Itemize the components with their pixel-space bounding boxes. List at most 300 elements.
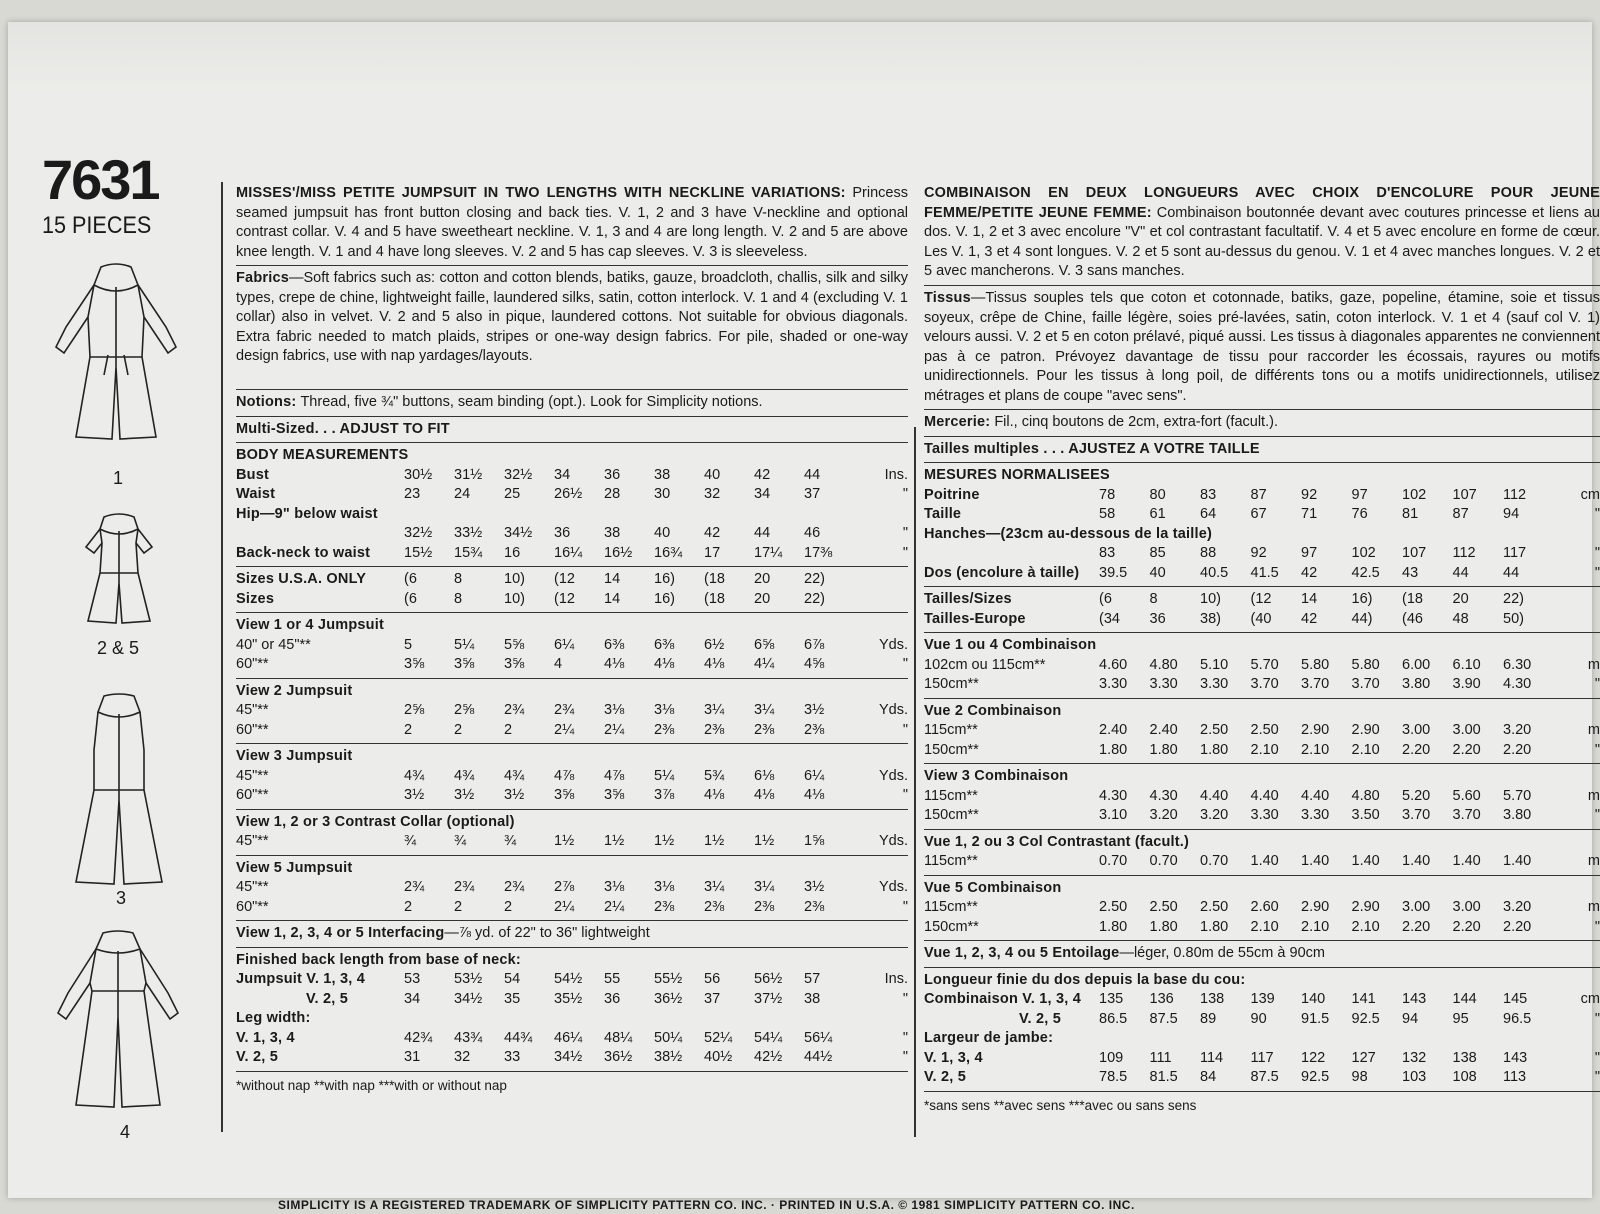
table-cell: 20 [1452, 591, 1469, 607]
table-cell: 6.30 [1503, 656, 1532, 673]
table-cell: 117 [1503, 545, 1527, 561]
table-cell: (12 [1250, 591, 1272, 607]
table-cell: 30½ [404, 466, 433, 483]
sizes-row-en: Sizes (6 8 10) (12 14 16) (18 20 22) [236, 590, 908, 610]
jumpsuit-short-icon [74, 509, 164, 629]
table-cell: 50) [1503, 610, 1524, 627]
table-cell: 88 [1200, 545, 1217, 561]
hip-row-en: 32½ 33½ 34½ 36 38 40 42 44 46 " [236, 524, 908, 544]
table-cell: 46¼ [554, 1029, 583, 1046]
table-cell: 3⅝ [504, 656, 525, 672]
table-cell: 6⅜ [604, 636, 625, 653]
table-cell: 4.40 [1250, 787, 1279, 804]
table-cell: (40 [1250, 610, 1272, 627]
table-cell: 3½ [804, 702, 825, 718]
table-cell: 2 [404, 721, 413, 738]
table-cell: 2⅜ [754, 721, 775, 738]
table-cell: 35½ [554, 990, 583, 1007]
description-fr [924, 184, 1600, 282]
table-cell: 5.80 [1351, 656, 1380, 673]
table-cell: 92.5 [1301, 1069, 1330, 1085]
table-cell: 17⅜ [804, 544, 833, 561]
table-cell: 20 [754, 571, 771, 587]
view-label-3: 3 [115, 888, 126, 908]
table-cell: 103 [1402, 1069, 1427, 1085]
table-cell: 1½ [604, 833, 625, 849]
table-cell: 107 [1402, 545, 1427, 561]
table-cell: 61 [1149, 506, 1166, 522]
table-cell: 2.20 [1452, 741, 1481, 758]
table-cell: 3½ [804, 879, 825, 895]
table-cell: 3¼ [754, 879, 775, 895]
table-cell: 112 [1503, 486, 1527, 503]
table-cell: 2.20 [1402, 741, 1431, 758]
table-cell: 8 [454, 571, 463, 587]
table-cell: 92 [1301, 486, 1318, 503]
table-cell: 8 [454, 590, 463, 607]
table-cell: 42½ [754, 1049, 783, 1065]
table-cell: 4⅛ [704, 656, 725, 672]
table-cell: 117 [1250, 1049, 1274, 1066]
title-fr: COMBINAISON EN DEUX LONGUEURS AVEC CHOIX D'ENCOLURE POUR JEUNE FEMME/PETITE JEUNE FEMME: [924, 185, 1600, 221]
table-cell: 64 [1200, 506, 1217, 522]
table-cell: 56¼ [804, 1029, 833, 1046]
table-cell: 80 [1149, 486, 1166, 503]
interfacing-fr: Vue 1, 2, 3, 4 ou 5 Entoilage —léger, 0.80m de 55cm à 90cm [924, 945, 1325, 961]
table-cell: 2¼ [604, 721, 625, 738]
table-cell: 1.40 [1301, 853, 1330, 869]
table-cell: 1½ [554, 833, 575, 849]
table-cell: 42 [1301, 610, 1318, 627]
table-cell: 3.80 [1503, 807, 1532, 823]
table-cell: 102 [1402, 486, 1427, 503]
table-cell: 87.5 [1149, 1010, 1178, 1027]
table-cell: 97 [1351, 486, 1368, 503]
table-cell: (12 [554, 571, 575, 587]
table-cell: 31½ [454, 466, 483, 483]
table-cell: 112 [1452, 545, 1476, 561]
table-cell: 36 [604, 990, 621, 1007]
table-cell: 2.90 [1301, 899, 1330, 915]
table-cell: 2⅜ [654, 721, 675, 738]
table-cell: 44 [754, 525, 771, 541]
table-cell: 53 [404, 971, 421, 987]
table-cell: 114 [1200, 1049, 1224, 1066]
table-cell: 10) [504, 571, 525, 587]
table-cell: 2.90 [1351, 722, 1380, 738]
table-cell: 44 [1452, 564, 1469, 581]
table-cell: 3¼ [704, 879, 725, 895]
table-cell: 138 [1200, 991, 1225, 1007]
view-3-figure [64, 690, 174, 890]
table-cell: 44 [804, 466, 821, 483]
table-cell: 14 [604, 590, 621, 607]
footnote-fr: *sans sens **avec sens ***avec ou sans sens [924, 1097, 1197, 1113]
trademark-line: SIMPLICITY IS A REGISTERED TRADEMARK OF SIMPLICITY PATTERN CO. INC. · PRINTED IN U.S.A. © 1981 SIMPLICITY PATTERN CO. INC. [278, 1198, 1135, 1212]
table-cell: 48 [1452, 610, 1469, 627]
table-cell: 143 [1503, 1049, 1528, 1066]
table-cell: 40½ [704, 1049, 733, 1065]
table-cell: 40 [704, 466, 721, 483]
table-cell: 3.20 [1503, 722, 1532, 738]
table-cell: 2.50 [1250, 722, 1279, 738]
table-cell: 3⅛ [604, 879, 625, 895]
table-cell: 2¾ [554, 702, 575, 718]
table-cell: 4¾ [404, 767, 425, 784]
table-cell: 34½ [554, 1049, 583, 1065]
table-cell: 2.90 [1351, 899, 1380, 915]
table-cell: 40.5 [1200, 564, 1229, 581]
table-cell: 43 [1402, 564, 1419, 581]
table-cell: 3⅛ [604, 702, 625, 718]
table-cell: 2¾ [404, 879, 425, 895]
table-cell: 2¾ [504, 702, 525, 718]
table-cell: 52¼ [704, 1029, 733, 1046]
table-cell: 3.70 [1301, 676, 1330, 692]
footnote-en: *without nap **with nap ***with or without nap [236, 1077, 507, 1093]
table-cell: 1½ [754, 833, 775, 849]
table-cell: 98 [1351, 1069, 1368, 1085]
jumpsuit-sleeveless-icon [64, 690, 174, 890]
table-cell: 3.10 [1099, 807, 1128, 823]
table-cell: 16 [504, 544, 521, 561]
waist-row-en: Waist 23 24 25 26½ 28 30 32 34 37 " [236, 485, 908, 505]
table-cell: 3.70 [1402, 807, 1431, 823]
table-cell: 22) [1503, 591, 1524, 607]
table-cell: 36½ [654, 990, 683, 1007]
table-cell: 144 [1452, 991, 1477, 1007]
table-cell: 57 [804, 971, 821, 987]
table-cell: 102 [1351, 545, 1376, 561]
table-cell: 44 [1503, 564, 1520, 581]
table-cell: 5¼ [654, 767, 675, 784]
table-cell: 5¾ [704, 767, 725, 784]
table-cell: 42¾ [404, 1029, 433, 1046]
table-cell: 56 [704, 971, 721, 987]
table-cell: 36½ [604, 1049, 633, 1065]
table-cell: 41.5 [1250, 564, 1279, 581]
table-cell: 4⅛ [704, 787, 725, 803]
table-cell: 22) [804, 590, 825, 607]
table-cell: 3.70 [1250, 676, 1279, 692]
notions-en: Notions: Thread, five ¾" buttons, seam binding (opt.). Look for Simplicity notions. [236, 394, 763, 410]
table-cell: 6.10 [1452, 656, 1481, 673]
interfacing-en: View 1, 2, 3, 4 or 5 Interfacing —⅞ yd. of 22" to 36" lightweight [236, 925, 650, 941]
table-cell: 5.10 [1200, 656, 1229, 673]
table-cell: 3.70 [1452, 807, 1481, 823]
table-cell: 5.80 [1301, 656, 1330, 673]
table-cell: 48¼ [604, 1029, 633, 1046]
table-cell: 2 [454, 721, 463, 738]
table-cell: 36 [1149, 610, 1166, 627]
table-cell: 140 [1301, 991, 1326, 1007]
table-cell: (46 [1402, 610, 1423, 627]
table-cell: 107 [1452, 486, 1477, 503]
table-cell: 54½ [554, 971, 583, 987]
table-cell: 5.70 [1250, 656, 1279, 673]
table-cell: 81 [1402, 506, 1419, 522]
table-cell: 3.00 [1452, 722, 1481, 738]
table-cell: (6 [404, 590, 417, 607]
measurements-table-fr: MESURES NORMALISEES Poitrine 78 80 83 87 92 97 102 107 112 cm Taille 58 61 64 67 71 76 81 87 94 " Hanches—(23cm au-dessous de la taille) 83 85 88 92 97 102 107 112 117 " Dos (encolure à taille) 39.5 40 40.5 41.5 42 42.5 43 44 44 " Tailles/Sizes (6 8 10) (12 14 16) (18 20 22) Tailles-Europe (34 36 38) (40 42 44) (46 48 50) Vue 1 ou 4 Combinaison 102cm ou 115cm** 4.60 4.80 5.10 5.70 5.80 5.80 6.00 6.10 6.30 m 150cm** 3.30 3.30 3.30 3.70 3.70 3.70 3.80 3.90 4.30 " Vue 2 Combinaison 115cm** 2.40 2.40 2.50 2.50 2.90 2.90 3.00 3.00 3.20 m 150cm** 1.80 1.80 1.80 2.10 2.10 2.10 2.20 2.20 2.20 " View 3 Combinaison 115cm** 4.30 4.30 4.40 4.40 4.40 4.80 5.20 5.60 5.70 m 150cm** 3.10 3.20 3.20 3.30 3.30 3.50 3.70 3.70 3.80 " Vue 1, 2 ou 3 Col Contrastant (facult.) 115cm** 0.70 0.70 0.70 1.40 1.40 1.40 1.40 1.40 1.40 m Vue 5 Combinaison 115cm** 2.50 2.50 2.50 2.60 2.90 2.90 3.00 3.00 3.20 m 150cm** 1.80 1.80 1.80 2.10 2.10 2.10 2.20 2.20 2.20 " Vue 1, 2, 3, 4 ou 5 Entoilage —léger, 0.80m de 55cm à 90cm Longueur finie du dos depuis la base du cou: Combinaison V. 1, 3, 4 135 136 138 139 140 141 143 144 145 cm V. 2, 5 86.5 87.5 89 90 91.5 92.5 94 95 96.5 " Largeur de jambe: V. 1, 3, 4 109 111 114 117 122 127 132 138 143 " V. 2, 5 78.5 81.5 84 87.5 92.5 98 103 108 113 " *sans sens **avec sens ***avec ou sans sens [924, 466, 1600, 1115]
table-cell: 2.10 [1250, 741, 1279, 758]
table-cell: 4⅛ [604, 656, 625, 672]
table-cell: 16) [654, 590, 675, 607]
table-cell: 5.70 [1503, 787, 1532, 804]
table-cell: (12 [554, 590, 575, 607]
table-cell: 81.5 [1149, 1069, 1178, 1085]
table-cell: 42 [1301, 564, 1318, 581]
table-cell: 25 [504, 486, 521, 502]
table-cell: 2¾ [504, 879, 525, 895]
table-cell: 4¼ [754, 656, 775, 672]
table-cell: 135 [1099, 991, 1124, 1007]
table-cell: 6⅞ [804, 636, 825, 653]
table-cell: 34½ [504, 525, 533, 541]
view-label-4: 4 [119, 1122, 130, 1142]
table-cell: 4.80 [1149, 656, 1178, 673]
table-cell: 1⅝ [804, 833, 825, 849]
table-cell: 24 [454, 486, 471, 502]
table-cell: 1.40 [1503, 853, 1532, 869]
table-cell: 34 [554, 466, 571, 483]
table-cell: 44½ [804, 1049, 833, 1065]
table-cell: 6½ [704, 636, 725, 653]
table-cell: 3.90 [1452, 676, 1481, 692]
table-cell: 1.40 [1351, 853, 1380, 869]
description-en [236, 184, 908, 262]
table-cell: 38 [804, 990, 821, 1007]
table-cell: 2⅜ [804, 721, 825, 738]
table-cell: 2 [404, 898, 413, 915]
table-cell: 3½ [404, 787, 425, 803]
table-cell: 1.80 [1149, 741, 1178, 758]
table-cell: 3.20 [1149, 807, 1178, 823]
table-cell: 1.80 [1149, 918, 1178, 935]
table-cell: 2⅜ [654, 898, 675, 915]
table-cell: 14 [1301, 591, 1318, 607]
table-cell: 3⅝ [454, 656, 475, 672]
description-text-fr: Combinaison boutonnée devant avec coutures princesse et liens au dos. V. 1, 2 et 3 avec encolure "V" et col contrastant facultatif. V. 4 et 5 avec encolure en forme de cœur. Les V. 1, 3 et 4 sont longues. V. 2 et 5 sont au-dessus du genou. V. 1 et 4 avec manches longues. V. 2 et 5 avec mancherons. V. 3 sans manches. [924, 204, 1600, 279]
table-cell: 1½ [654, 833, 675, 849]
table-cell: 16) [1351, 591, 1373, 607]
table-cell: 54¼ [754, 1029, 783, 1046]
table-cell: 2.90 [1301, 722, 1330, 738]
table-cell: 55 [604, 971, 621, 987]
table-cell: 2⅝ [454, 702, 475, 718]
table-cell: 44) [1351, 610, 1373, 627]
table-cell: 2.10 [1301, 741, 1330, 758]
envelope-flap [8, 22, 1592, 92]
pieces-count: 15 PIECES [42, 212, 152, 239]
table-cell: 4⅞ [604, 767, 625, 784]
table-cell: 3⅝ [554, 787, 575, 803]
table-cell: 16) [654, 571, 675, 587]
notions-fr: Mercerie: Fil., cinq boutons de 2cm, extra-fort (facult.). [924, 414, 1278, 430]
table-cell: 34 [754, 486, 771, 502]
table-cell: 0.70 [1200, 853, 1229, 869]
table-cell: 42 [754, 466, 771, 483]
table-cell: 3.30 [1099, 676, 1128, 692]
table-cell: 3⅞ [654, 787, 675, 803]
table-cell: 3⅝ [404, 656, 425, 672]
table-cell: 4.30 [1099, 787, 1128, 804]
table-cell: 141 [1351, 991, 1376, 1007]
table-cell: 39.5 [1099, 564, 1128, 581]
table-cell: 17¼ [754, 544, 783, 561]
table-cell: 5⅝ [504, 636, 525, 653]
table-cell: 1.40 [1452, 853, 1481, 869]
table-cell: 91.5 [1301, 1010, 1330, 1027]
table-cell: 34 [404, 990, 421, 1007]
table-cell: 31 [404, 1049, 421, 1065]
table-cell: 95 [1452, 1010, 1469, 1027]
view-2-5-figure [74, 509, 164, 629]
table-cell: (18 [704, 571, 725, 587]
sizes-usa-row-en: Sizes U.S.A. ONLY (6 8 10) (12 14 16) (18 20 22) [236, 570, 908, 590]
table-cell: 2 [454, 898, 463, 915]
table-cell: 2¾ [454, 879, 475, 895]
table-cell: 1.40 [1250, 853, 1279, 869]
table-cell: 78.5 [1099, 1069, 1128, 1085]
table-cell: 40 [1149, 564, 1166, 581]
table-cell: 113 [1503, 1069, 1527, 1085]
table-cell: 37 [704, 990, 721, 1007]
table-cell: 89 [1200, 1010, 1217, 1027]
table-cell: 2.20 [1503, 918, 1532, 935]
table-cell: 4⅝ [804, 656, 825, 672]
view-label-1: 1 [112, 468, 123, 488]
table-cell: 32½ [404, 525, 433, 541]
table-cell: 2¼ [604, 898, 625, 915]
table-cell: 37 [804, 486, 821, 502]
table-cell: 108 [1452, 1069, 1477, 1085]
table-cell: 2.40 [1099, 722, 1128, 738]
table-cell: 17 [704, 544, 721, 561]
table-cell: 0.70 [1099, 853, 1128, 869]
fabrics-en: Fabrics—Soft fabrics such as: cotton and cotton blends, batiks, gauze, broadcloth, challis, silk and silky types, crepe de chine, lightweight faille, laundered silks, satin, cotton interlock. V. 1 and 4 (excluding V. 1 collar) also in velvet. V. 2 and 5 also in pique, laundered cottons. Not suitable for obvious diagonals. Extra fabric needed to match plaids, stripes or one-way design fabrics. For pile, shaded or one-way design fabrics, use with nap yardages/layouts. [236, 270, 908, 364]
table-cell: 3.00 [1452, 899, 1481, 915]
table-cell: 3.30 [1250, 807, 1279, 823]
table-cell: 4.40 [1200, 787, 1229, 804]
pattern-envelope-back [8, 22, 1600, 1212]
jumpsuit-sweetheart-icon [48, 927, 188, 1117]
table-cell: 2⅜ [804, 898, 825, 915]
table-cell: 2.50 [1200, 899, 1229, 915]
table-cell: 2.10 [1301, 918, 1330, 935]
table-cell: (6 [1099, 591, 1112, 607]
table-cell: 5.60 [1452, 787, 1481, 804]
table-cell: 3⅛ [654, 879, 675, 895]
view-4-figure [48, 927, 188, 1117]
table-cell: 92.5 [1351, 1010, 1380, 1027]
multisized-en: Multi-Sized. . . ADJUST TO FIT [236, 420, 450, 437]
table-cell: 3.30 [1200, 676, 1229, 692]
table-cell: 40 [654, 525, 671, 541]
measurements-table-en: BODY MEASUREMENTS Bust 30½ 31½ 32½ 34 36 38 40 42 44 Ins. Waist 23 24 25 26½ 28 30 32 34 37 " Hip—9" below waist 32½ 33½ 34½ 36 38 40 42 44 46 " Back-neck to waist 15½ 15¾ 16 16¼ 16½ 16¾ 17 17¼ 17⅜ " Sizes U.S.A. ONLY (6 8 10) (12 14 16) (18 20 22) Sizes (6 8 10) (12 14 16) (18 20 22) View 1 or 4 Jumpsuit 40" or 45"** 5 5¼ 5⅝ 6¼ 6⅜ 6⅜ 6½ 6⅝ 6⅞ Yds. 60"** 3⅝ 3⅝ 3⅝ 4 4⅛ 4⅛ 4⅛ 4¼ 4⅝ " View 2 Jumpsuit 45"** 2⅝ 2⅝ 2¾ 2¾ 3⅛ 3⅛ 3¼ 3¼ 3½ Yds. 60"** 2 2 2 2¼ 2¼ 2⅜ 2⅜ 2⅜ 2⅜ " View 3 Jumpsuit 45"** 4¾ 4¾ 4¾ 4⅞ 4⅞ 5¼ 5¾ 6⅛ 6¼ Yds. 60"** 3½ 3½ 3½ 3⅝ 3⅝ 3⅞ 4⅛ 4⅛ 4⅛ " View 1, 2 or 3 Contrast Collar (optional) 45"** ¾ ¾ ¾ 1½ 1½ 1½ 1½ 1½ 1⅝ Yds. View 5 Jumpsuit 45"** 2¾ 2¾ 2¾ 2⅞ 3⅛ 3⅛ 3¼ 3¼ 3½ Yds. 60"** 2 2 2 2¼ 2¼ 2⅜ 2⅜ 2⅜ 2⅜ " View 1, 2, 3, 4 or 5 Interfacing —⅞ yd. of 22" to 36" lightweight Finished back length from base of neck: Jumpsuit V. 1, 3, 4 53 53½ 54 54½ 55 55½ 56 56½ 57 Ins. V. 2, 5 34 34½ 35 35½ 36 36½ 37 37½ 38 " Leg width: V. 1, 3, 4 42¾ 43¾ 44¾ 46¼ 48¼ 50¼ 52¼ 54¼ 56¼ " V. 2, 5 31 32 33 34½ 36½ 38½ 40½ 42½ 44½ " *without nap **with nap ***with or without nap [236, 446, 908, 1095]
table-cell: 1.80 [1200, 741, 1229, 758]
table-cell: 2.10 [1250, 918, 1279, 935]
table-cell: 5.20 [1402, 787, 1431, 804]
table-cell: (18 [704, 590, 725, 607]
table-cell: 136 [1149, 991, 1174, 1007]
table-cell: 86.5 [1099, 1010, 1128, 1027]
table-cell: 3¼ [754, 702, 775, 718]
table-cell: 3.80 [1402, 676, 1431, 692]
table-cell: 42 [704, 525, 721, 541]
table-cell: 3.00 [1402, 722, 1431, 738]
table-cell: 38 [654, 466, 671, 483]
table-cell: 0.70 [1149, 853, 1178, 869]
table-cell: 138 [1452, 1049, 1477, 1066]
table-cell: 23 [404, 486, 421, 502]
table-cell: 2.10 [1351, 918, 1380, 935]
table-cell: 111 [1149, 1049, 1172, 1066]
table-cell: ¾ [404, 833, 417, 849]
table-cell: 2.50 [1200, 722, 1229, 738]
table-cell: 3.00 [1402, 899, 1431, 915]
table-cell: 38) [1200, 610, 1221, 627]
table-cell: ¾ [504, 833, 517, 849]
jumpsuit-long-sleeve-icon [46, 257, 186, 447]
table-cell: (6 [404, 571, 417, 587]
table-cell: 28 [604, 486, 621, 502]
table-cell: 96.5 [1503, 1010, 1532, 1027]
table-cell: 122 [1301, 1049, 1326, 1066]
table-cell: 127 [1351, 1049, 1376, 1066]
table-cell: 54 [504, 971, 521, 987]
table-cell: 32 [454, 1049, 471, 1065]
table-cell: 3.30 [1301, 807, 1330, 823]
table-cell: 4⅞ [554, 767, 575, 784]
table-cell: 4¾ [504, 767, 525, 784]
table-cell: 35 [504, 990, 521, 1007]
column-divider [914, 427, 916, 1137]
bust-row-en: Bust 30½ 31½ 32½ 34 36 38 40 42 44 Ins. [236, 466, 908, 486]
table-cell: 43¾ [454, 1029, 483, 1046]
left-divider [221, 182, 223, 1132]
pattern-number: 7631 [42, 148, 159, 211]
table-cell: 145 [1503, 991, 1528, 1007]
table-cell: 1.80 [1099, 741, 1128, 758]
table-cell: 143 [1402, 991, 1427, 1007]
table-cell: 3¼ [704, 702, 725, 718]
table-cell: 3.20 [1200, 807, 1229, 823]
table-cell: 38 [604, 525, 621, 541]
table-cell: 3⅛ [654, 702, 675, 718]
table-cell: 2¼ [554, 898, 575, 915]
table-cell: 1.80 [1099, 918, 1128, 935]
table-cell: 67 [1250, 506, 1267, 522]
table-cell: 5¼ [454, 636, 475, 653]
title-en: MISSES'/MISS PETITE JUMPSUIT IN TWO LENGTHS WITH NECKLINE VARIATIONS: [236, 185, 846, 201]
table-cell: 109 [1099, 1049, 1124, 1066]
table-cell: 36 [604, 466, 621, 483]
table-cell: 3.30 [1149, 676, 1178, 692]
table-cell: 4⅛ [654, 656, 675, 672]
table-cell: 55½ [654, 971, 683, 987]
table-cell: 2.40 [1149, 722, 1178, 738]
table-cell: 76 [1351, 506, 1368, 522]
multisized-fr: Tailles multiples . . . AJUSTEZ A VOTRE TAILLE [924, 440, 1260, 457]
table-cell: 90 [1250, 1010, 1267, 1027]
table-cell: 10) [504, 590, 525, 607]
table-cell: 36 [554, 525, 571, 541]
table-cell: 2.10 [1351, 741, 1380, 758]
table-cell: 2.50 [1149, 899, 1178, 915]
table-cell: 2⅜ [754, 898, 775, 915]
table-cell: 2 [504, 898, 513, 915]
